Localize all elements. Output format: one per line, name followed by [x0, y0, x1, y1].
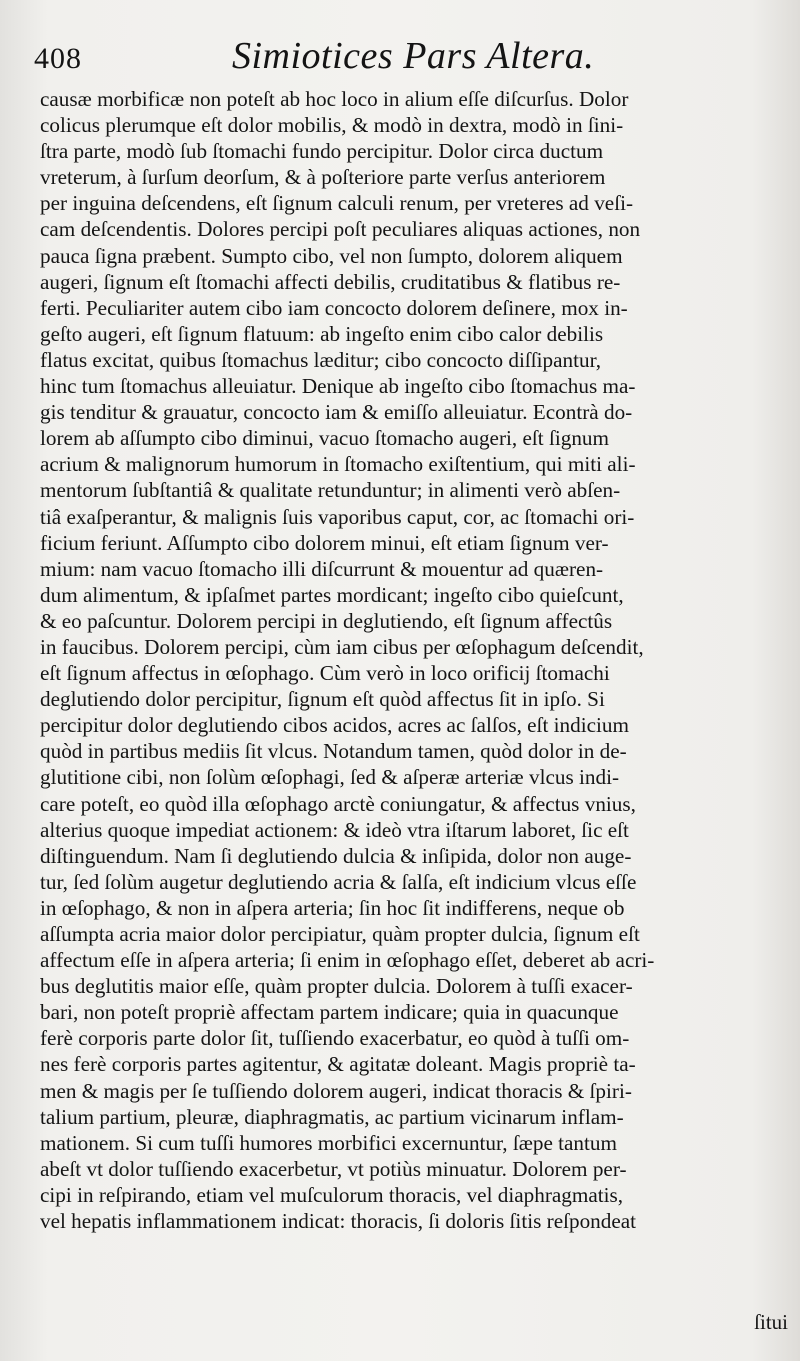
text-line: ficium feriunt. Aſſumpto cibo dolorem minui, eſt etiam ſignum ver- — [40, 530, 609, 555]
text-line: tiâ exaſperantur, & malignis ſuis vaporibus caput, cor, ac ſtomachi ori- — [40, 504, 635, 529]
text-line: percipitur dolor deglutiendo cibos acidos, acres ac ſalſos, eſt indicium — [40, 713, 629, 738]
text-line: deglutiendo dolor percipitur, ſignum eſt quòd affectus ſit in ipſo. Si — [40, 687, 605, 712]
text-line: acrium & malignorum humorum in ſtomacho exiſtentium, qui miti ali- — [40, 452, 636, 477]
text-line: lorem ab aſſumpto cibo diminui, vacuo ſtomacho augeri, eſt ſignum — [40, 426, 609, 451]
text-line: diſtinguendum. Nam ſi deglutiendo dulcia & inſipida, dolor non auge- — [40, 843, 632, 868]
text-line: alterius quoque impediat actionem: & ideò vtra iſtarum laboret, ſic eſt — [40, 817, 629, 842]
text-line: vel hepatis inflammationem indicat: thoracis, ſi doloris ſitis reſpondeat — [40, 1209, 637, 1234]
text-line: mentorum ſubſtantiâ & qualitate retunduntur; in alimenti verò abſen- — [40, 478, 621, 503]
text-line: care poteſt, eo quòd illa œſophago arctè coniungatur, & affectus vnius, — [40, 791, 636, 816]
text-line: causæ morbificæ non poteſt ab hoc loco in alium eſſe diſcurſus. Dolor — [40, 87, 629, 111]
text-line: in œſophago, & non in aſpera arteria; ſin hoc ſit indifferens, neque ob — [40, 895, 625, 920]
text-line: affectum eſſe in aſpera arteria; ſi enim in œſophago eſſet, deberet ab acri- — [40, 948, 655, 973]
text-line: mium: nam vacuo ſtomacho illi diſcurrunt & mouentur ad quæren- — [40, 556, 604, 581]
text-line: nes ferè corporis partes agitentur, & agitatæ doleant. Magis propriè ta- — [40, 1052, 636, 1077]
text-line: ferè corporis parte dolor ſit, tuſſiendo exacerbatur, eo quòd à tuſſi om- — [40, 1026, 630, 1051]
text-line: men & magis per ſe tuſſiendo dolorem augeri, indicat thoracis & ſpiri- — [40, 1078, 632, 1103]
text-line: dum alimentum, & ipſaſmet partes mordicant; ingeſto cibo quieſcunt, — [40, 582, 624, 607]
text-line: flatus excitat, quibus ſtomachus læditur; cibo concocto diſſipantur, — [40, 347, 602, 372]
text-line: talium partium, pleuræ, diaphragmatis, ac partium vicinarum inflam- — [40, 1104, 624, 1129]
page-number: 408 — [34, 42, 82, 75]
catchword: ſitui — [754, 1310, 788, 1334]
text-line: ſtra parte, modò ſub ſtomachi fundo percipitur. Dolor circa ductum — [40, 139, 604, 164]
text-line: abeſt vt dolor tuſſiendo exacerbetur, vt potiùs minuatur. Dolorem per- — [40, 1156, 627, 1181]
text-line: quòd in partibus mediis ſit vlcus. Notandum tamen, quòd dolor in de- — [40, 739, 627, 764]
text-line: geſto augeri, eſt ſignum flatuum: ab ingeſto enim cibo calor debilis — [40, 321, 604, 346]
text-line: in faucibus. Dolorem percipi, cùm iam cibus per œſophagum deſcendit, — [40, 634, 644, 659]
text-line: tur, ſed ſolùm augetur deglutiendo acria & ſalſa, eſt indicium vlcus eſſe — [40, 869, 637, 894]
text-line: colicus plerumque eſt dolor mobilis, & modò in dextra, modò in ſini- — [40, 113, 624, 138]
text-line: augeri, ſignum eſt ſtomachi affecti debilis, cruditatibus & flatibus re- — [40, 269, 621, 294]
running-title: Simiotices Pars Altera. — [232, 35, 595, 77]
text-line: bari, non poteſt propriè affectam partem indicare; quia in quacunque — [40, 1000, 619, 1025]
text-line: per inguina deſcendens, eſt ſignum calculi renum, per vreteres ad veſi- — [40, 191, 634, 216]
text-line: mationem. Si cum tuſſi humores morbifici excernuntur, ſæpe tantum — [40, 1130, 617, 1155]
page-header — [0, 28, 800, 88]
text-line: ferti. Peculiariter autem cibo iam concocto dolorem deſinere, mox in- — [40, 295, 628, 320]
text-line: eſt ſignum affectus in œſophago. Cùm verò in loco orificij ſtomachi — [40, 661, 610, 686]
text-line: cam deſcendentis. Dolores percipi poſt peculiares aliquas actiones, non — [40, 217, 641, 242]
body-text — [40, 86, 792, 1234]
text-line: bus deglutitis maior eſſe, quàm propter dulcia. Dolorem à tuſſi exacer- — [40, 974, 633, 999]
text-line: & eo paſcuntur. Dolorem percipi in deglutiendo, eſt ſignum affectûs — [40, 608, 613, 633]
text-line: aſſumpta acria maior dolor percipiatur, quàm propter dulcia, ſignum eſt — [40, 922, 640, 946]
text-line: cipi in reſpirando, etiam vel muſculorum thoracis, vel diaphragmatis, — [40, 1182, 624, 1207]
text-line: pauca ſigna præbent. Sumpto cibo, vel non ſumpto, dolorem aliquem — [40, 243, 623, 268]
text-line: hinc tum ſtomachus alleuiatur. Denique ab ingeſto cibo ſtomachus ma- — [40, 374, 636, 399]
text-line: glutitione cibi, non ſolùm œſophagi, ſed & aſperæ arteriæ vlcus indi- — [40, 765, 620, 790]
text-line: gis tenditur & grauatur, concocto iam & emiſſo alleuiatur. Econtrà do- — [40, 400, 633, 425]
text-line: vreterum, à ſurſum deorſum, & à poſteriore parte verſus anteriorem — [40, 165, 606, 190]
